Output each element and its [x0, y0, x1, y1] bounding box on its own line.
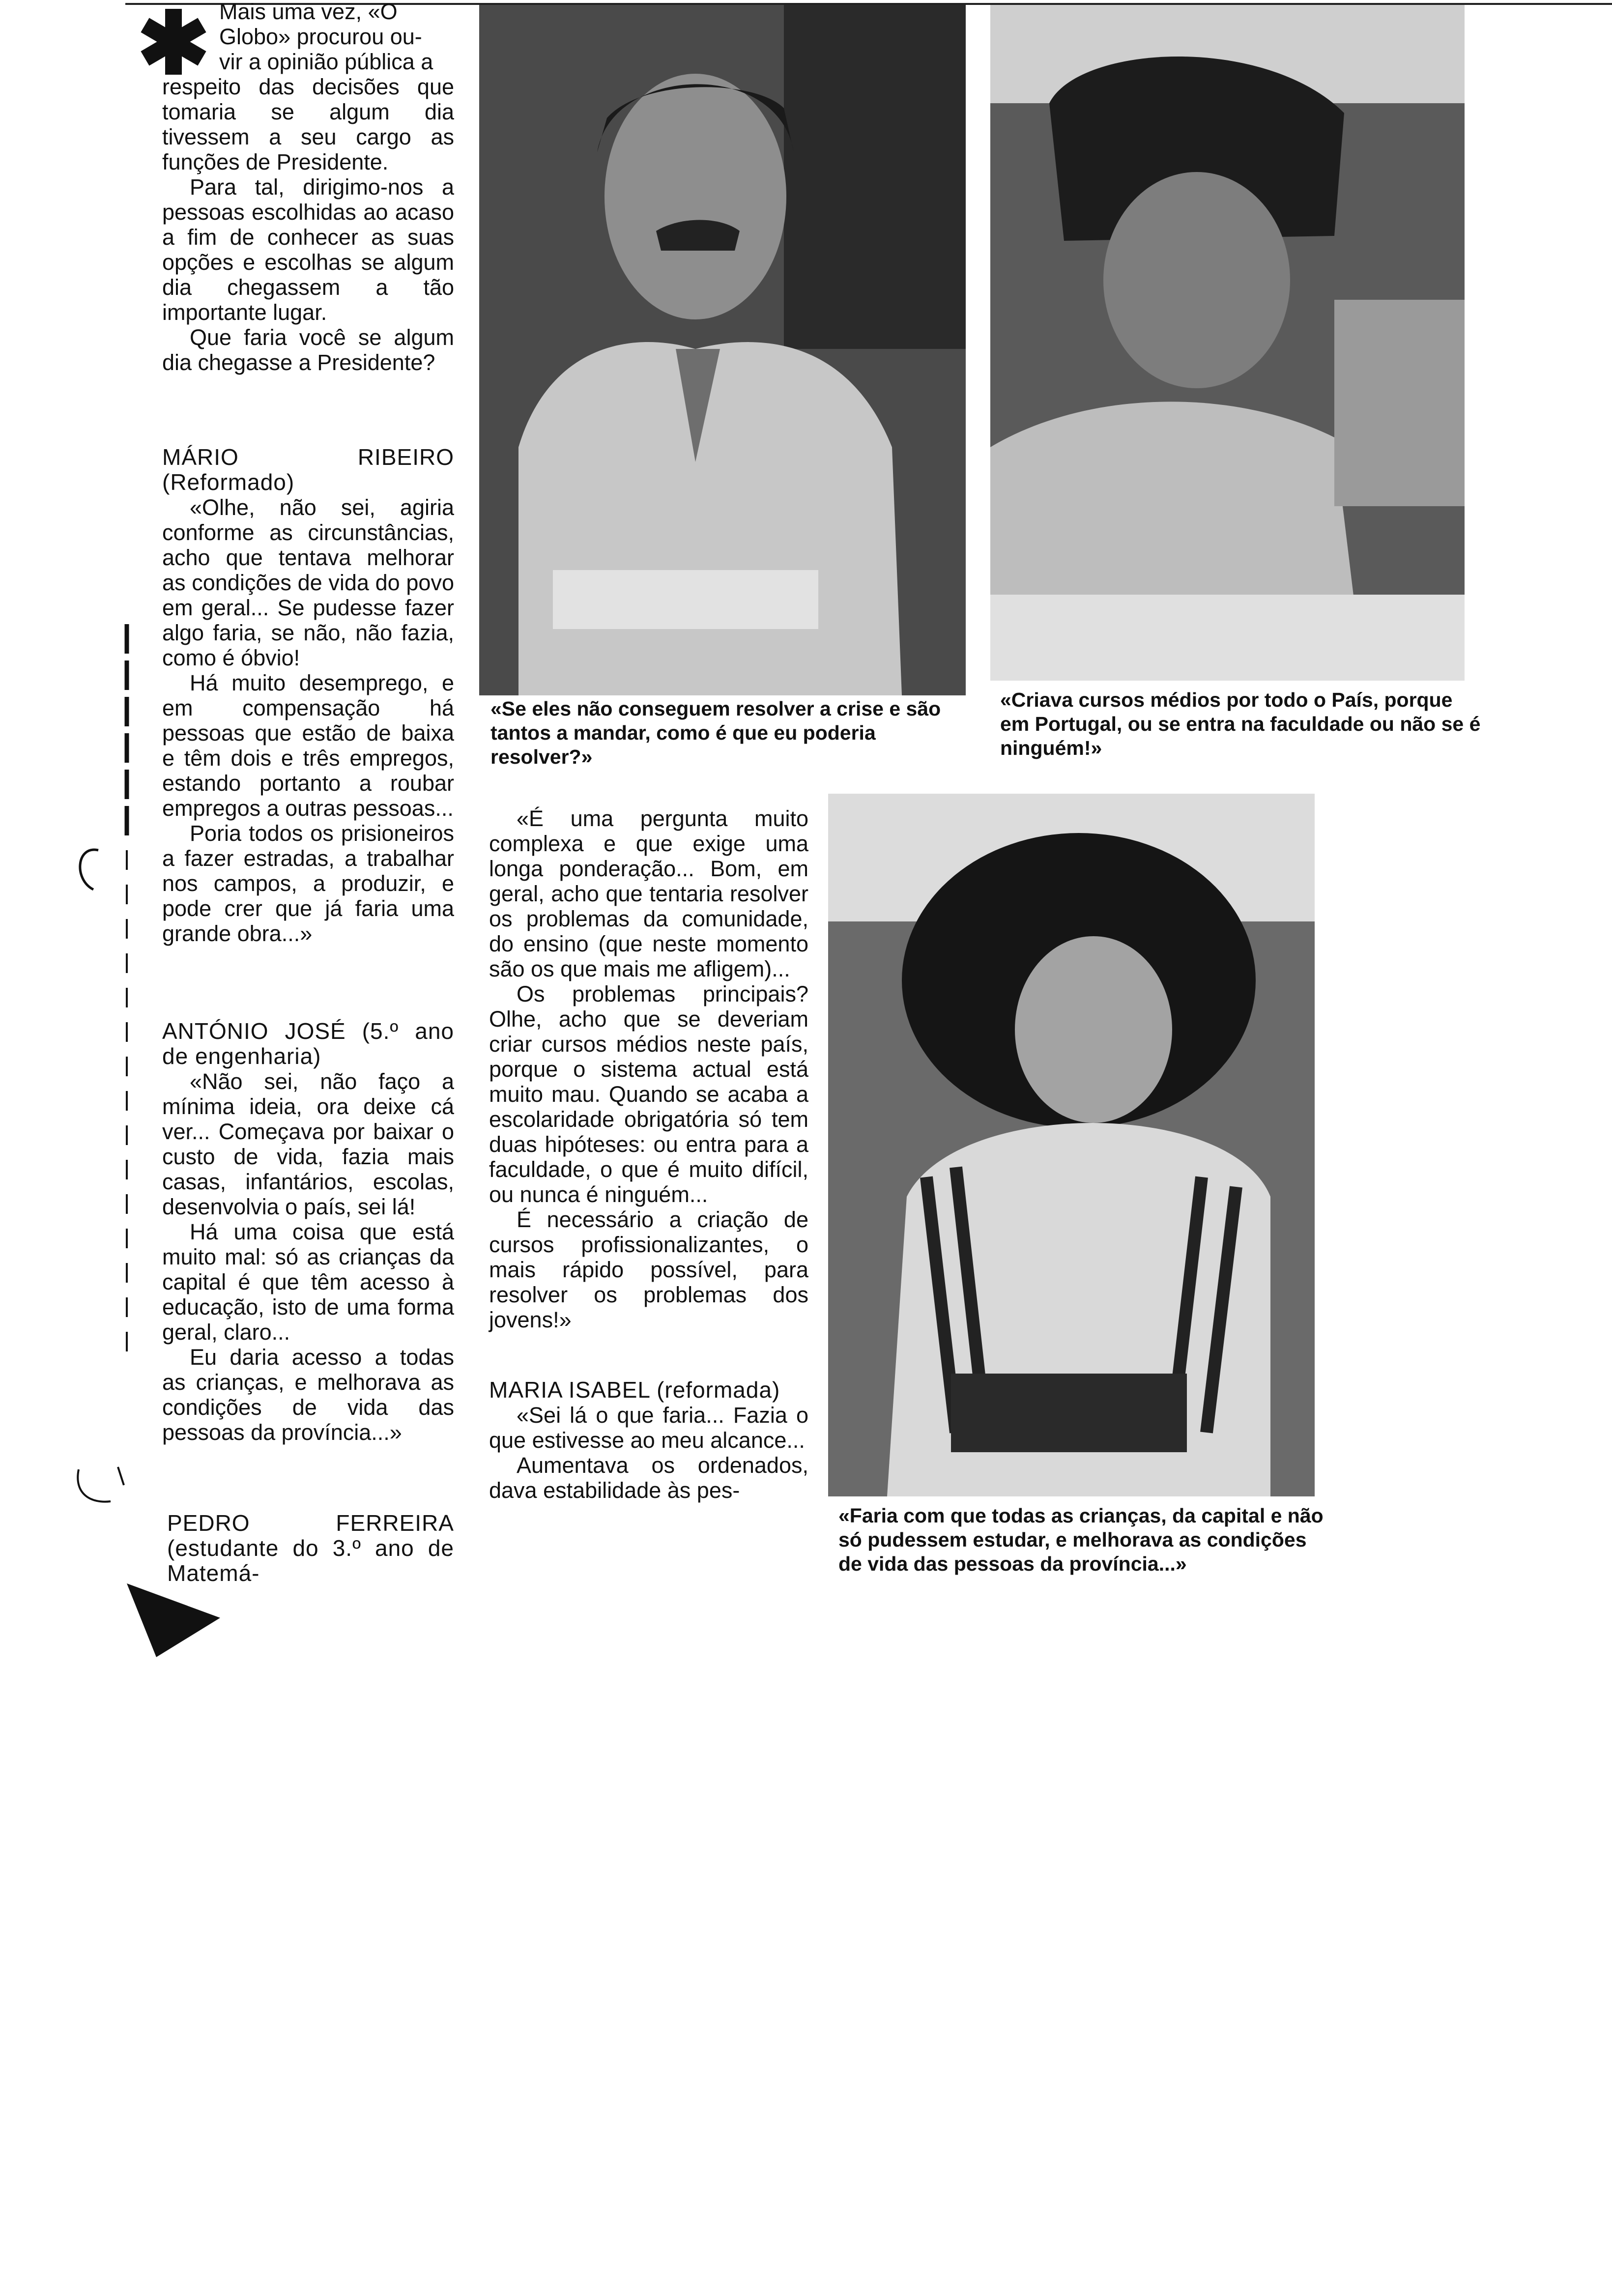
photo-mario-ribeiro — [479, 5, 966, 695]
interviewee-name-antonio: ANTÓNIO JOSÉ (5.º ano de engenharia) — [162, 1018, 454, 1069]
answer-antonio-continued-2: Os problemas principais? Olhe, acho que se deveriam criar cursos médios neste país, porque o sistema actual está muito mau. Quando se acaba a escolaridade obrigatória só tem duas hipóteses: ou entra para a faculdade, o que é muito difícil, ou nunca é ninguém... — [489, 981, 808, 1207]
interviewee-name-pedro: PEDRO FERREIRA (estudante do 3.º ano de Matemá- — [167, 1510, 454, 1586]
antonio-answer-3: Eu daria acesso a todas as crianças, e melhorava as condições de vida das pessoas da província...» — [162, 1345, 454, 1445]
intro-paragraph: respeito das decisões que tomaria se algum dia tivessem a seu cargo as funções de Presidente. — [162, 74, 454, 174]
antonio-answer-1: «Não sei, não faço a mínima ideia, ora deixe cá ver... Começava por baixar o custo de vida, fazia mais casas, infantários, escolas, desenvolvia o país, sei lá! — [162, 1069, 454, 1219]
mario-answer-3: Poria todos os prisioneiros a fazer estradas, a trabalhar nos campos, a produzir, e pode crer que já faria uma grande obra...» — [162, 821, 454, 946]
antonio-answer-2: Há uma coisa que está muito mal: só as crianças da capital é que têm acesso à educação, isto de uma forma geral, claro... — [162, 1219, 454, 1345]
intro-line-3: vir a opinião pública a — [219, 49, 433, 74]
intro-line-2: Globo» procurou ou- — [219, 24, 422, 49]
intro-line-1: Mais uma vez, «O — [219, 0, 398, 24]
maria-answer-1: «Sei lá o que faria... Fazia o que estivesse ao meu alcance... — [489, 1403, 808, 1453]
photo-maria-isabel — [828, 794, 1315, 1496]
answer-antonio-continued-3: É necessário a criação de cursos profissionalizantes, o mais rápido possível, para resolver os problemas dos jovens!» — [489, 1207, 808, 1332]
maria-answer-2: Aumentava os ordenados, dava estabilidade às pes- — [489, 1453, 808, 1503]
intro-paragraph-2: Para tal, dirigimo-nos a pessoas escolhidas ao acaso a fim de conhecer as suas opções e escolhas se algum dia chegassem a tão importante lugar. — [162, 174, 454, 325]
caption-photo-2: «Criava cursos médios por todo o País, porque em Portugal, ou se entra na faculdade ou não se é ninguém!» — [1000, 689, 1481, 759]
left-column — [162, 0, 454, 1586]
mario-answer-1: «Olhe, não sei, agiria conforme as circunstâncias, acho que tentava melhorar as condições de vida do povo em geral... Se pudesse fazer algo faria, se não, não fazia, como é óbvio! — [162, 495, 454, 670]
answer-antonio-continued-1: «É uma pergunta muito complexa e que exige uma longa ponderação... Bom, em geral, acho que tentaria resolver os problemas da comunidade, do ensino (que neste momento são os que mais me afligem)... — [489, 806, 808, 981]
caption-photo-3: «Faria com que todas as crianças, da capital e não só pudessem estudar, e melhorava as condições de vida das pessoas da província...» — [838, 1504, 1324, 1575]
mario-answer-2: Há muito desemprego, e em compensação há pessoas que estão de baixa e têm dois e três empregos, estando portanto a roubar empregos a outras pessoas... — [162, 670, 454, 821]
intro-question: Que faria você se algum dia chegasse a Presidente? — [162, 325, 454, 375]
middle-column — [489, 806, 808, 1503]
interviewee-name-mario: MÁRIO RIBEIRO (Reformado) — [162, 444, 454, 495]
corner-arrow-mark — [127, 1583, 225, 1657]
margin-marks — [64, 614, 138, 1548]
caption-photo-1: «Se eles não conseguem resolver a crise e são tantos a mandar, como é que eu poderia resolver?» — [490, 697, 941, 768]
interviewee-name-maria: MARIA ISABEL (reformada) — [489, 1377, 780, 1403]
photo-antonio-jose — [990, 5, 1465, 681]
